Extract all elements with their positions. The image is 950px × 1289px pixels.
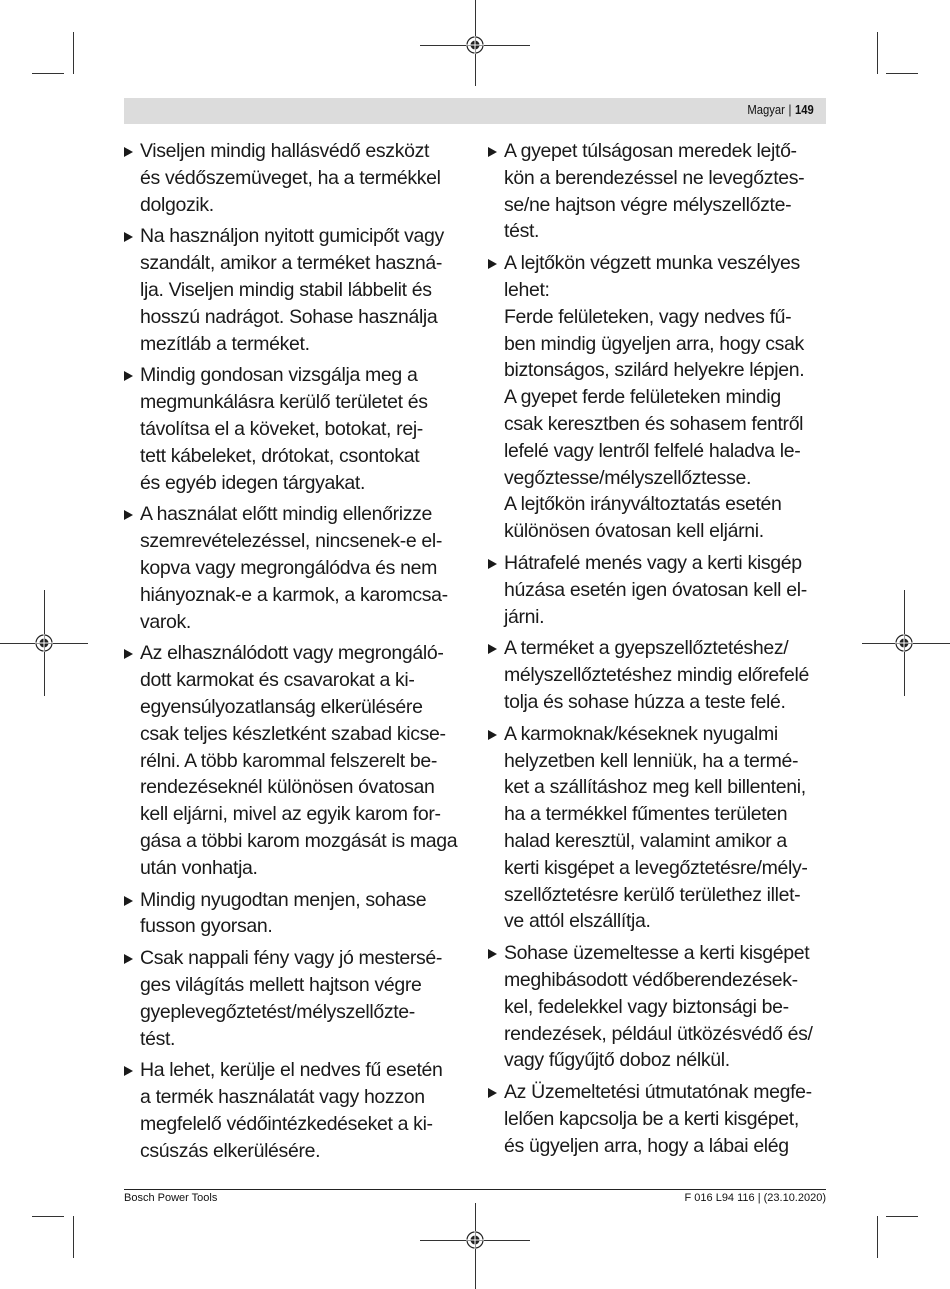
item-text: Csak nappali fény vagy jó mestersé- ges világítás mellett hajtson végre gyeplevegőztetést/mélyszellőzte- tést. [140,947,443,1050]
list-item [124,501,469,635]
list-item [488,635,833,715]
list-item [488,1079,833,1159]
triangle-right-icon [488,949,497,959]
item-text: A terméket a gyepszellőztetéshez/ mélyszellőztetéshez mindig előrefelé tolja és sohase húzza a teste felé. [504,637,809,713]
triangle-right-icon [124,147,133,157]
header-separator: | [788,103,792,117]
list-item [124,887,469,941]
triangle-right-icon [124,1066,133,1076]
triangle-right-icon [488,147,497,157]
triangle-right-icon [488,259,497,269]
crop-mark-top-left-vertical [73,32,74,74]
crop-mark-bottom-left-horizontal [32,1216,64,1217]
list-item [488,721,833,935]
crop-mark-bottom-right-horizontal [886,1216,918,1217]
footer-doc-number: F 016 L94 116 | (23.10.2020) [684,1192,826,1204]
triangle-right-icon [488,644,497,654]
right-column [488,138,833,1164]
item-text: Mindig nyugodtan menjen, sohase fusson gyorsan. [140,888,427,938]
list-item [488,940,833,1074]
crosshair-target-icon [895,634,913,652]
header-language: Magyar [747,103,786,117]
triangle-right-icon [488,730,497,740]
crosshair-target-icon [466,36,484,54]
item-text: Mindig gondosan vizsgálja meg a megmunkálásra kerülő területet és távolítsa el a köveket, botokat, rej- tett kábeleket, drótokat, csontokat és egyéb idegen tárgyakat. [140,364,428,494]
item-text: Na használjon nyitott gumicipőt vagy szandált, amikor a terméket haszná- lja. Viseljen mindig stabil lábbelit és hosszú nadrágot. Sohase használja mezítláb a terméket. [140,225,444,355]
item-text: Sohase üzemeltesse a kerti kisgépet meghibásodott védőberendezések- kel, fedelekkel vagy biztonsági be- rendezések, például ütközésvédő és/ vagy fűgyűjtő doboz nélkül. [504,942,813,1072]
list-item [488,138,833,245]
header-text [748,103,814,117]
list-item [488,250,833,545]
triangle-right-icon [488,559,497,569]
triangle-right-icon [488,1088,497,1098]
triangle-right-icon [124,232,133,242]
item-text: Az Üzemeltetési útmutatónak megfe- lelően kapcsolja be a kerti kisgépet, és ügyeljen arra, hogy a lábai elég [504,1081,812,1157]
triangle-right-icon [124,954,133,964]
item-text: Az elhasználódott vagy megrongáló- dott karmokat és csavarokat a ki- egyensúlyozatlanság elkerülésére csak teljes készletként szabad kicse- rélni. A több karommal felszerelt be- rendezéseknél különösen óvatosan kell eljárni, mivel az egyik karom for- gása a többi karom mozgását is maga után vonhatja. [140,642,458,879]
list-item [124,945,469,1052]
list-item [124,138,469,218]
crop-mark-bottom-left-vertical [73,1216,74,1258]
page-number: 149 [795,103,814,117]
triangle-right-icon [124,510,133,520]
footer-rule [124,1189,826,1190]
item-text: A gyepet túlságosan meredek lejtő- kön a berendezéssel ne levegőztes- se/ne hajtson végre mélyszellőzte- tést. [504,140,805,243]
crop-mark-top-right-horizontal [886,73,918,74]
footer-brand: Bosch Power Tools [124,1192,218,1204]
triangle-right-icon [124,649,133,659]
crop-mark-top-left-horizontal [32,73,64,74]
list-item [124,640,469,881]
item-text: A használat előtt mindig ellenőrizze szemrevételezéssel, nincsenek-e el- kopva vagy megrongálódva és nem hiányoznak-e a karmok, a karomcsa- varok. [140,503,448,633]
item-text: A lejtőkön végzett munka veszélyes lehet: Ferde felületeken, vagy nedves fű- ben mindig ügyeljen arra, hogy csak biztonságos, szilárd helyekre lépjen. A gyepet ferde felületeken mindig csak keresztben és sohasem fentről lefelé vagy lentről felfelé haladva le- vegőztesse/mélyszellőztesse. A lejtőkön irányváltoztatás esetén különösen óvatosan kell eljárni. [504,252,805,543]
item-text: Hátrafelé menés vagy a kerti kisgép húzása esetén igen óvatosan kell el- járni. [504,551,807,628]
crosshair-target-icon [466,1231,484,1249]
crosshair-target-icon [35,634,53,652]
crop-mark-top-right-vertical [877,32,878,74]
item-text: A karmoknak/késeknek nyugalmi helyzetben kell lenniük, ha a termé- ket a szállításhoz meg kell billenteni, ha a termékkel fűmentes területen halad keresztül, valamint amikor a kerti kisgépet a levegőztetésre/mély- szellőztetésre kerülő területhez illet- ve attól elszállítja. [504,722,808,933]
page-header [124,98,826,124]
list-item [124,223,469,357]
triangle-right-icon [124,371,133,381]
item-text: Ha lehet, kerülje el nedves fű esetén a termék használatát vagy hozzon megfelelő védőintézkedéseket a ki- csúszás elkerülésére. [140,1059,443,1162]
list-item [124,362,469,496]
list-item [124,1057,469,1164]
item-text: Viseljen mindig hallásvédő eszközt és védőszemüveget, ha a termékkel dolgozik. [140,140,441,216]
left-column [124,138,469,1169]
crop-mark-bottom-right-vertical [877,1216,878,1258]
triangle-right-icon [124,896,133,906]
list-item [488,550,833,630]
